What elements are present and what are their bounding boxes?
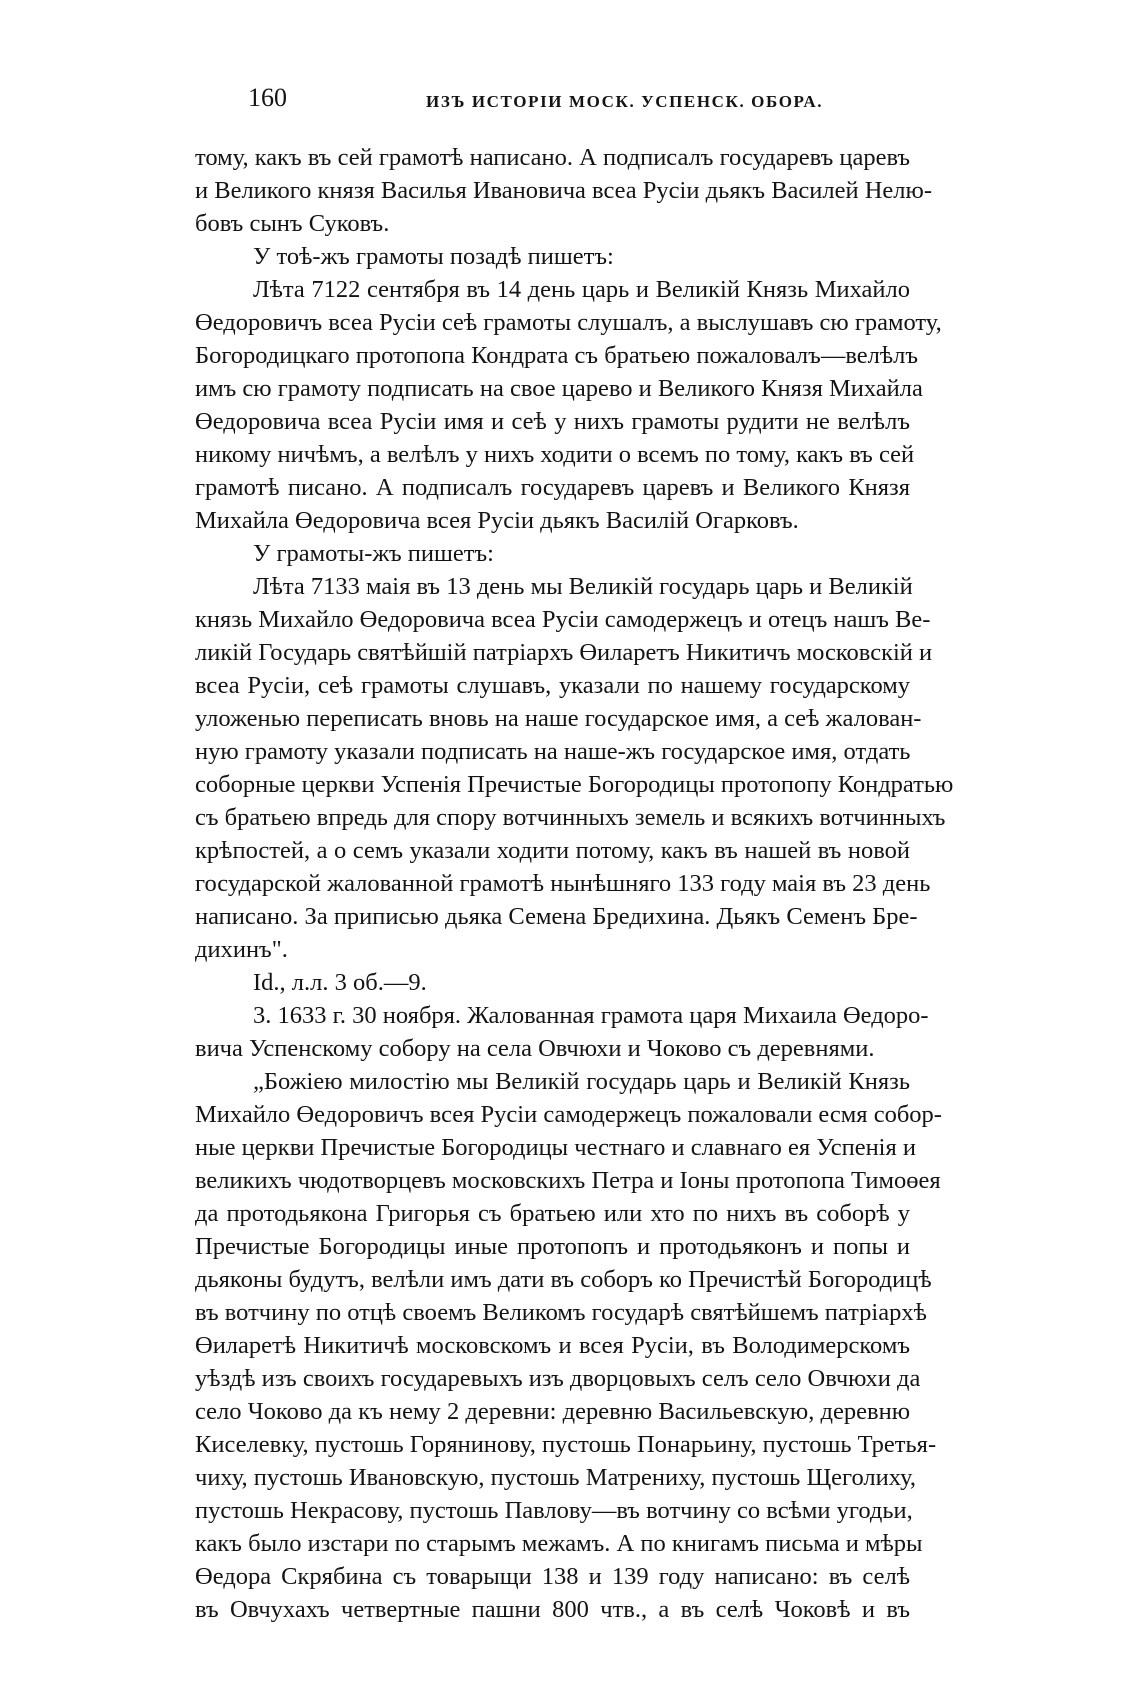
text-line: ликій Государь святѣйшій патріархъ Өиларетъ Никитичъ московскій и [195,639,933,666]
text-line: написано. За приписью дьяка Семена Бредихина. Дьякъ Семенъ Бре- [195,903,918,930]
text-line: Өедоровичъ всеа Русіи сеѣ грамоты слушалъ, а выслушавъ сю грамоту, [195,309,942,336]
text-line: Id., л.л. 3 об.—9. [253,969,427,996]
text-line: какъ было изстари по старымъ межамъ. А по книгамъ письма и мѣры [195,1530,923,1557]
text-line: Михайло Өедоровичъ всея Русіи самодержецъ пожаловали есмя собор- [195,1101,942,1128]
text-line: князь Михайло Өедоровича всеа Русіи самодержецъ и отецъ нашъ Ве- [195,606,931,633]
text-line: съ братьею впредь для спору вотчинныхъ земель и всякихъ вотчинныхъ [195,804,946,831]
text-line: Лѣта 7133 маія въ 13 день мы Великій государь царь и Великій [253,573,913,600]
text-line: бовъ сынъ Суковъ. [195,210,390,237]
text-line: ные церкви Пречистые Богородицы честнаго и славнаго ея Успенія и [195,1134,916,1161]
page-number: 160 [248,83,287,112]
text-line: дьяконы будутъ, велѣли имъ дати въ соборъ ко Пречистѣй Богородицѣ [195,1266,932,1293]
text-line: „Божіею милостію мы Великій государь царь и Великій Князь [253,1068,910,1095]
text-line: Өедоровича всеа Русіи имя и сеѣ у нихъ грамоты рудити не велѣлъ [195,408,910,435]
body-text [195,141,954,1626]
text-line: Пречистые Богородицы иные протопопъ и протодьяконъ и попы и [195,1233,910,1260]
text-line: пустошь Некрасову, пустошь Павлову—въ вотчину со всѣми угодьи, [195,1497,913,1524]
text-line: У грамоты-жъ пишетъ: [253,540,494,567]
text-line: 3. 1633 г. 30 ноября. Жалованная грамота царя Михаила Өедоро- [253,1002,929,1029]
text-line: Михайла Өедоровича всея Русіи дьякъ Василій Огарковъ. [195,507,799,534]
text-line: Богородицкаго протопопа Кондрата съ братьею пожаловалъ—велѣлъ [195,342,919,369]
text-line: и Великого князя Василья Ивановича всеа Русіи дьякъ Василей Нелю- [195,177,932,204]
text-line: никому ничѣмъ, а велѣлъ у нихъ ходити о всемъ по тому, какъ въ сей [195,441,915,468]
text-line: Лѣта 7122 сентября въ 14 день царь и Великій Князь Михайло [253,276,910,303]
text-line: крѣпостей, а о семъ указали ходити потому, какъ въ нашей въ новой [195,837,910,864]
text-line: имъ сю грамоту подписать на свое царево и Великого Князя Михайла [195,375,923,402]
text-line: чиху, пустошь Ивановскую, пустошь Матрениху, пустошь Щеголиху, [195,1464,917,1491]
text-line: дихинъ". [195,936,288,963]
text-line: Өиларетѣ Никитичѣ московскомъ и всея Русіи, въ Володимерскомъ [195,1332,910,1359]
text-line: село Чоково да къ нему 2 деревни: деревню Васильевскую, деревню [195,1398,910,1425]
page-header [200,83,915,123]
text-line: вича Успенскому собору на села Овчюхи и Чоково съ деревнями. [195,1035,875,1062]
text-line: ную грамоту указали подписать на наше-жъ государское имя, отдать [195,738,911,765]
text-line: государской жалованной грамотѣ нынѣшняго 133 году маія въ 23 день [195,870,931,897]
text-line: уложенью переписать вновь на наше государское имя, а сеѣ жалован- [195,705,922,732]
text-line: да протодьякона Григорья съ братьею или хто по нихъ въ соборѣ у [195,1200,910,1227]
running-title: ИЗЪ ИСТОРІИ МОСК. УСПЕНСК. ОБОРА. [426,92,824,111]
text-line: всеа Русіи, сеѣ грамоты слушавъ, указали по нашему государскому [195,672,910,699]
text-line: въ Овчухахъ четвертные пашни 800 чтв., а въ селѣ Чоковѣ и въ [195,1596,910,1623]
text-line: соборные церкви Успенія Пречистые Богородицы протопопу Кондратью [195,771,954,798]
text-line: Киселевку, пустошь Горянинову, пустошь Понарьину, пустошь Третья- [195,1431,937,1458]
text-line: въ вотчину по отцѣ своемъ Великомъ государѣ святѣйшемъ патріархѣ [195,1299,927,1326]
text-line: У тоѣ-жъ грамоты позадѣ пишетъ: [253,243,614,270]
text-line: тому, какъ въ сей грамотѣ написано. А подписалъ государевъ царевъ [195,144,911,171]
text-line: грамотѣ писано. А подписалъ государевъ царевъ и Великого Князя [195,474,910,501]
text-line: уѣздѣ изъ своихъ государевыхъ изъ дворцовыхъ селъ село Овчюхи да [195,1365,921,1392]
text-line: великихъ чюдотворцевъ московскихъ Петра и Іоны протопопа Тимоөея [195,1167,941,1194]
text-line: Өедора Скрябина съ товарыщи 138 и 139 году написано: въ селѣ [195,1563,910,1590]
